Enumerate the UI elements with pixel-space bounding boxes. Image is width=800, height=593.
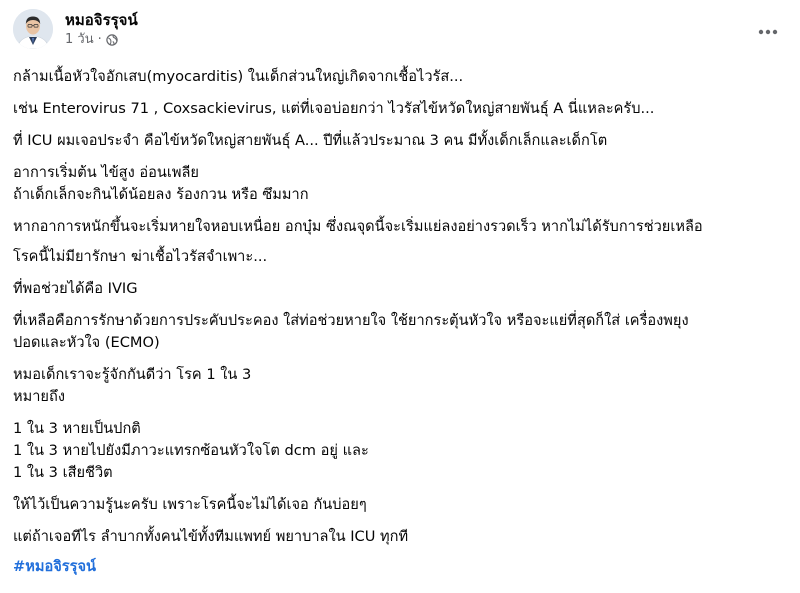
meta-separator: · <box>97 31 102 47</box>
post-paragraph <box>13 364 788 408</box>
post-text-line: กล้ามเนื้อหัวใจอักเสบ(myocarditis) ในเด็กส่วนใหญ่เกิดจากเชื้อไวรัส... <box>13 68 464 85</box>
header-text <box>65 10 138 49</box>
post-text-line: หมอเด็กเราจะรู้จักกันดีว่า โรค 1 ใน 3 <box>13 366 252 383</box>
post-paragraph <box>13 310 788 354</box>
post-text-line: โรคนี้ไม่มียารักษา ฆ่าเชื้อไวรัสจำเพาะ... <box>13 248 268 265</box>
post-text-line: ที่เหลือคือการรักษาด้วยการประคับประคอง ใส่ท่อช่วยหายใจ ใช้ยากระตุ้นหัวใจ หรือจะแย่ที่สุดก็ใส่ เครื่องพยุง <box>13 312 689 329</box>
post-text-line: หมายถึง <box>13 388 65 405</box>
post-paragraph <box>13 418 788 484</box>
post-text-line: 1 ใน 3 เสียชีวิต <box>13 464 113 481</box>
post-paragraph <box>13 130 788 152</box>
post-text-line: ถ้าเด็กเล็กจะกินได้น้อยลง ร้องกวน หรือ ซึมมาก <box>13 186 309 203</box>
more-options-button[interactable] <box>750 18 786 46</box>
post-body <box>13 66 788 578</box>
post-text-line: เช่น Enterovirus 71 , Coxsackievirus, แต่ที่เจอบ่อยกว่า ไวรัสไข้หวัดใหญ่สายพันธุ์ A นี่แหละครับ... <box>13 100 655 117</box>
post-meta <box>65 31 138 49</box>
post-header <box>13 9 138 49</box>
author-name[interactable]: หมอจิรรุจน์ <box>65 10 138 29</box>
post-paragraph <box>13 526 788 548</box>
post-text-line: 1 ใน 3 หายเป็นปกติ <box>13 420 141 437</box>
post-paragraph <box>13 66 788 88</box>
globe-icon[interactable] <box>106 34 118 46</box>
post-text-line: ที่ ICU ผมเจอประจำ คือไข้หวัดใหญ่สายพันธุ์ A... ปีที่แล้วประมาณ 3 คน มีทั้งเด็กเล็กและเด็กโต <box>13 132 608 149</box>
doctor-avatar-icon <box>13 9 53 49</box>
post-paragraph <box>13 494 788 516</box>
post-paragraph <box>13 278 788 300</box>
timestamp[interactable]: 1 วัน <box>65 31 94 47</box>
post-text-line: อาการเริ่มต้น ไข้สูง อ่อนเพลีย <box>13 164 199 181</box>
post-text-line: หากอาการหนักขึ้นจะเริ่มหายใจหอบเหนื่อย อกบุ๋ม ซึ่งณจุดนี้จะเริ่มแย่ลงอย่างรวดเร็ว หากไม่ได้รับการช่วยเหลือ <box>13 218 703 235</box>
post-paragraph <box>13 216 788 238</box>
post-paragraph <box>13 162 788 206</box>
post-text-line: ให้ไว้เป็นความรู้นะครับ เพราะโรคนี้จะไม่ได้เจอ กันบ่อยๆ <box>13 496 367 513</box>
post-text-line: ปอดและหัวใจ (ECMO) <box>13 334 160 351</box>
post-text-line: 1 ใน 3 หายไปยังมีภาวะแทรกซ้อนหัวใจโต dcm อยู่ และ <box>13 442 369 459</box>
hashtag-link[interactable]: #หมอจิรรุจน์ <box>13 558 96 575</box>
post-text-line: ที่พอช่วยได้คือ IVIG <box>13 280 138 297</box>
post-paragraph <box>13 246 788 268</box>
post-paragraph <box>13 98 788 120</box>
post-text-line: แต่ถ้าเจอทีไร ลำบากทั้งคนไข้ทั้งทีมแพทย์ พยาบาลใน ICU ทุกที <box>13 528 409 545</box>
more-horizontal-icon <box>758 29 778 35</box>
avatar[interactable] <box>13 9 53 49</box>
